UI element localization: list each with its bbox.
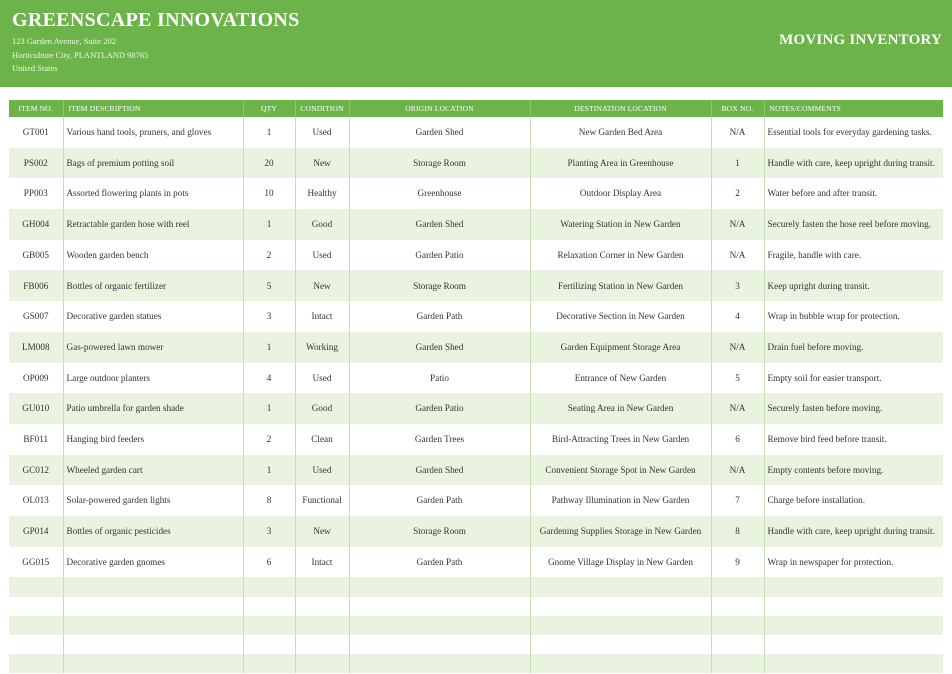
item-no-cell: PS002 bbox=[9, 148, 63, 179]
empty-cell bbox=[63, 635, 243, 654]
origin-location-cell: Storage Room bbox=[349, 148, 530, 179]
empty-cell bbox=[349, 577, 530, 596]
empty-cell bbox=[63, 597, 243, 616]
table-row bbox=[9, 301, 943, 332]
box-no-cell: 1 bbox=[711, 148, 764, 179]
table-header-row bbox=[9, 100, 943, 117]
destination-location-cell: Bird-Attracting Trees in New Garden bbox=[530, 424, 711, 455]
empty-cell bbox=[295, 616, 349, 635]
address-line-1: 123 Garden Avenue, Suite 202 bbox=[12, 36, 116, 46]
item-no-cell: FB006 bbox=[9, 270, 63, 301]
empty-cell bbox=[9, 616, 63, 635]
condition-cell: Intact bbox=[295, 301, 349, 332]
qty-cell: 8 bbox=[243, 485, 295, 516]
address-line-2: Horticulture City, PLANTLAND 98765 bbox=[12, 50, 149, 60]
notes-cell: Charge before installation. bbox=[764, 485, 943, 516]
document-title: MOVING INVENTORY bbox=[779, 32, 942, 48]
empty-cell bbox=[243, 635, 295, 654]
condition-cell: Used bbox=[295, 363, 349, 394]
empty-cell bbox=[530, 577, 711, 596]
column-header-item-description: ITEM DESCRIPTION bbox=[63, 100, 243, 117]
empty-cell bbox=[243, 577, 295, 596]
column-header-condition: CONDITION bbox=[295, 100, 349, 117]
condition-cell: Used bbox=[295, 455, 349, 486]
notes-cell: Empty contents before moving. bbox=[764, 455, 943, 486]
item-description-cell: Assorted flowering plants in pots bbox=[63, 178, 243, 209]
item-no-cell: GS007 bbox=[9, 301, 63, 332]
box-no-cell: 4 bbox=[711, 301, 764, 332]
destination-location-cell: Relaxation Corner in New Garden bbox=[530, 240, 711, 271]
empty-cell bbox=[764, 654, 943, 673]
condition-cell: Intact bbox=[295, 547, 349, 578]
empty-cell bbox=[243, 616, 295, 635]
header-banner bbox=[0, 0, 952, 87]
origin-location-cell: Garden Shed bbox=[349, 117, 530, 148]
column-header-item-no: ITEM NO. bbox=[9, 100, 63, 117]
column-header-box-no: BOX NO. bbox=[711, 100, 764, 117]
empty-cell bbox=[349, 616, 530, 635]
table-row bbox=[9, 117, 943, 148]
empty-cell bbox=[349, 635, 530, 654]
condition-cell: Good bbox=[295, 209, 349, 240]
empty-cell bbox=[530, 654, 711, 673]
origin-location-cell: Garden Path bbox=[349, 301, 530, 332]
destination-location-cell: Gnome Village Display in New Garden bbox=[530, 547, 711, 578]
origin-location-cell: Garden Shed bbox=[349, 455, 530, 486]
column-header-notes: NOTES/COMMENTS bbox=[764, 100, 943, 117]
condition-cell: New bbox=[295, 148, 349, 179]
item-no-cell: GU010 bbox=[9, 393, 63, 424]
table-row bbox=[9, 485, 943, 516]
empty-cell bbox=[243, 654, 295, 673]
empty-cell bbox=[711, 616, 764, 635]
qty-cell: 1 bbox=[243, 209, 295, 240]
column-header-destination-location: DESTINATION LOCATION bbox=[530, 100, 711, 117]
destination-location-cell: Watering Station in New Garden bbox=[530, 209, 711, 240]
destination-location-cell: Planting Area in Greenhouse bbox=[530, 148, 711, 179]
box-no-cell: 2 bbox=[711, 178, 764, 209]
empty-cell bbox=[63, 654, 243, 673]
empty-cell bbox=[530, 616, 711, 635]
notes-cell: Fragile, handle with care. bbox=[764, 240, 943, 271]
box-no-cell: 9 bbox=[711, 547, 764, 578]
table-row bbox=[9, 209, 943, 240]
item-description-cell: Decorative garden gnomes bbox=[63, 547, 243, 578]
table-row bbox=[9, 148, 943, 179]
destination-location-cell: Convenient Storage Spot in New Garden bbox=[530, 455, 711, 486]
empty-cell bbox=[243, 597, 295, 616]
origin-location-cell: Garden Shed bbox=[349, 209, 530, 240]
address-line-3: United States bbox=[12, 63, 58, 73]
item-description-cell: Solar-powered garden lights bbox=[63, 485, 243, 516]
company-name: GREENSCAPE INNOVATIONS bbox=[12, 9, 300, 31]
table-body bbox=[9, 117, 943, 673]
origin-location-cell: Garden Patio bbox=[349, 240, 530, 271]
item-description-cell: Large outdoor planters bbox=[63, 363, 243, 394]
condition-cell: Functional bbox=[295, 485, 349, 516]
empty-cell bbox=[295, 597, 349, 616]
destination-location-cell: Decorative Section in New Garden bbox=[530, 301, 711, 332]
qty-cell: 1 bbox=[243, 117, 295, 148]
condition-cell: Clean bbox=[295, 424, 349, 455]
origin-location-cell: Greenhouse bbox=[349, 178, 530, 209]
empty-table-row bbox=[9, 577, 943, 596]
destination-location-cell: Garden Equipment Storage Area bbox=[530, 332, 711, 363]
item-no-cell: BF011 bbox=[9, 424, 63, 455]
notes-cell: Water before and after transit. bbox=[764, 178, 943, 209]
item-no-cell: OL013 bbox=[9, 485, 63, 516]
qty-cell: 5 bbox=[243, 270, 295, 301]
qty-cell: 1 bbox=[243, 332, 295, 363]
origin-location-cell: Storage Room bbox=[349, 270, 530, 301]
origin-location-cell: Garden Path bbox=[349, 485, 530, 516]
empty-cell bbox=[63, 577, 243, 596]
empty-cell bbox=[764, 577, 943, 596]
origin-location-cell: Garden Path bbox=[349, 547, 530, 578]
item-no-cell: GH004 bbox=[9, 209, 63, 240]
notes-cell: Handle with care, keep upright during transit. bbox=[764, 516, 943, 547]
empty-cell bbox=[349, 654, 530, 673]
empty-table-row bbox=[9, 654, 943, 673]
item-no-cell: OP009 bbox=[9, 363, 63, 394]
box-no-cell: 8 bbox=[711, 516, 764, 547]
destination-location-cell: Outdoor Display Area bbox=[530, 178, 711, 209]
qty-cell: 1 bbox=[243, 393, 295, 424]
item-no-cell: PP003 bbox=[9, 178, 63, 209]
item-description-cell: Gas-powered lawn mower bbox=[63, 332, 243, 363]
item-no-cell: GG015 bbox=[9, 547, 63, 578]
empty-table-row bbox=[9, 635, 943, 654]
destination-location-cell: Entrance of New Garden bbox=[530, 363, 711, 394]
item-no-cell: GB005 bbox=[9, 240, 63, 271]
box-no-cell: N/A bbox=[711, 240, 764, 271]
destination-location-cell: Seating Area in New Garden bbox=[530, 393, 711, 424]
item-description-cell: Patio umbrella for garden shade bbox=[63, 393, 243, 424]
box-no-cell: N/A bbox=[711, 117, 764, 148]
empty-table-row bbox=[9, 597, 943, 616]
item-description-cell: Bottles of organic fertilizer bbox=[63, 270, 243, 301]
column-header-origin-location: ORIGIN LOCATION bbox=[349, 100, 530, 117]
box-no-cell: 3 bbox=[711, 270, 764, 301]
box-no-cell: N/A bbox=[711, 332, 764, 363]
notes-cell: Wrap in bubble wrap for protection. bbox=[764, 301, 943, 332]
box-no-cell: N/A bbox=[711, 393, 764, 424]
box-no-cell: 7 bbox=[711, 485, 764, 516]
table-row bbox=[9, 393, 943, 424]
destination-location-cell: Gardening Supplies Storage in New Garden bbox=[530, 516, 711, 547]
condition-cell: Used bbox=[295, 117, 349, 148]
column-header-qty: QTY bbox=[243, 100, 295, 117]
table-row bbox=[9, 332, 943, 363]
empty-cell bbox=[295, 654, 349, 673]
notes-cell: Securely fasten the hose reel before moving. bbox=[764, 209, 943, 240]
empty-cell bbox=[764, 616, 943, 635]
item-no-cell: GP014 bbox=[9, 516, 63, 547]
item-description-cell: Hanging bird feeders bbox=[63, 424, 243, 455]
table-row bbox=[9, 270, 943, 301]
empty-cell bbox=[295, 577, 349, 596]
condition-cell: Healthy bbox=[295, 178, 349, 209]
origin-location-cell: Garden Patio bbox=[349, 393, 530, 424]
condition-cell: Used bbox=[295, 240, 349, 271]
box-no-cell: 6 bbox=[711, 424, 764, 455]
notes-cell: Essential tools for everyday gardening tasks. bbox=[764, 117, 943, 148]
item-description-cell: Wooden garden bench bbox=[63, 240, 243, 271]
box-no-cell: N/A bbox=[711, 455, 764, 486]
inventory-table-container bbox=[9, 100, 943, 673]
item-description-cell: Retractable garden hose with reel bbox=[63, 209, 243, 240]
condition-cell: New bbox=[295, 516, 349, 547]
empty-cell bbox=[530, 635, 711, 654]
qty-cell: 1 bbox=[243, 455, 295, 486]
notes-cell: Securely fasten before moving. bbox=[764, 393, 943, 424]
empty-cell bbox=[764, 635, 943, 654]
notes-cell: Keep upright during transit. bbox=[764, 270, 943, 301]
empty-cell bbox=[9, 577, 63, 596]
qty-cell: 3 bbox=[243, 301, 295, 332]
box-no-cell: 5 bbox=[711, 363, 764, 394]
table-row bbox=[9, 363, 943, 394]
table-row bbox=[9, 547, 943, 578]
qty-cell: 3 bbox=[243, 516, 295, 547]
empty-cell bbox=[349, 597, 530, 616]
empty-cell bbox=[9, 635, 63, 654]
destination-location-cell: Pathway Illumination in New Garden bbox=[530, 485, 711, 516]
origin-location-cell: Storage Room bbox=[349, 516, 530, 547]
empty-cell bbox=[711, 577, 764, 596]
qty-cell: 4 bbox=[243, 363, 295, 394]
notes-cell: Drain fuel before moving. bbox=[764, 332, 943, 363]
empty-table-row bbox=[9, 616, 943, 635]
empty-cell bbox=[9, 654, 63, 673]
empty-cell bbox=[711, 635, 764, 654]
notes-cell: Remove bird feed before transit. bbox=[764, 424, 943, 455]
notes-cell: Wrap in newspaper for protection. bbox=[764, 547, 943, 578]
item-description-cell: Bags of premium potting soil bbox=[63, 148, 243, 179]
condition-cell: Good bbox=[295, 393, 349, 424]
empty-cell bbox=[295, 635, 349, 654]
table-row bbox=[9, 424, 943, 455]
origin-location-cell: Patio bbox=[349, 363, 530, 394]
destination-location-cell: Fertilizing Station in New Garden bbox=[530, 270, 711, 301]
qty-cell: 6 bbox=[243, 547, 295, 578]
item-description-cell: Various hand tools, pruners, and gloves bbox=[63, 117, 243, 148]
table-row bbox=[9, 516, 943, 547]
condition-cell: Working bbox=[295, 332, 349, 363]
qty-cell: 2 bbox=[243, 240, 295, 271]
empty-cell bbox=[9, 597, 63, 616]
qty-cell: 20 bbox=[243, 148, 295, 179]
origin-location-cell: Garden Shed bbox=[349, 332, 530, 363]
empty-cell bbox=[530, 597, 711, 616]
notes-cell: Handle with care, keep upright during transit. bbox=[764, 148, 943, 179]
empty-cell bbox=[764, 597, 943, 616]
qty-cell: 10 bbox=[243, 178, 295, 209]
table-row bbox=[9, 178, 943, 209]
condition-cell: New bbox=[295, 270, 349, 301]
item-no-cell: GT001 bbox=[9, 117, 63, 148]
destination-location-cell: New Garden Bed Area bbox=[530, 117, 711, 148]
origin-location-cell: Garden Trees bbox=[349, 424, 530, 455]
empty-cell bbox=[711, 654, 764, 673]
notes-cell: Empty soil for easier transport. bbox=[764, 363, 943, 394]
item-description-cell: Bottles of organic pesticides bbox=[63, 516, 243, 547]
table-row bbox=[9, 455, 943, 486]
inventory-table bbox=[9, 100, 943, 673]
item-no-cell: LM008 bbox=[9, 332, 63, 363]
empty-cell bbox=[63, 616, 243, 635]
item-description-cell: Decorative garden statues bbox=[63, 301, 243, 332]
box-no-cell: N/A bbox=[711, 209, 764, 240]
table-row bbox=[9, 240, 943, 271]
qty-cell: 2 bbox=[243, 424, 295, 455]
empty-cell bbox=[711, 597, 764, 616]
item-description-cell: Wheeled garden cart bbox=[63, 455, 243, 486]
item-no-cell: GC012 bbox=[9, 455, 63, 486]
